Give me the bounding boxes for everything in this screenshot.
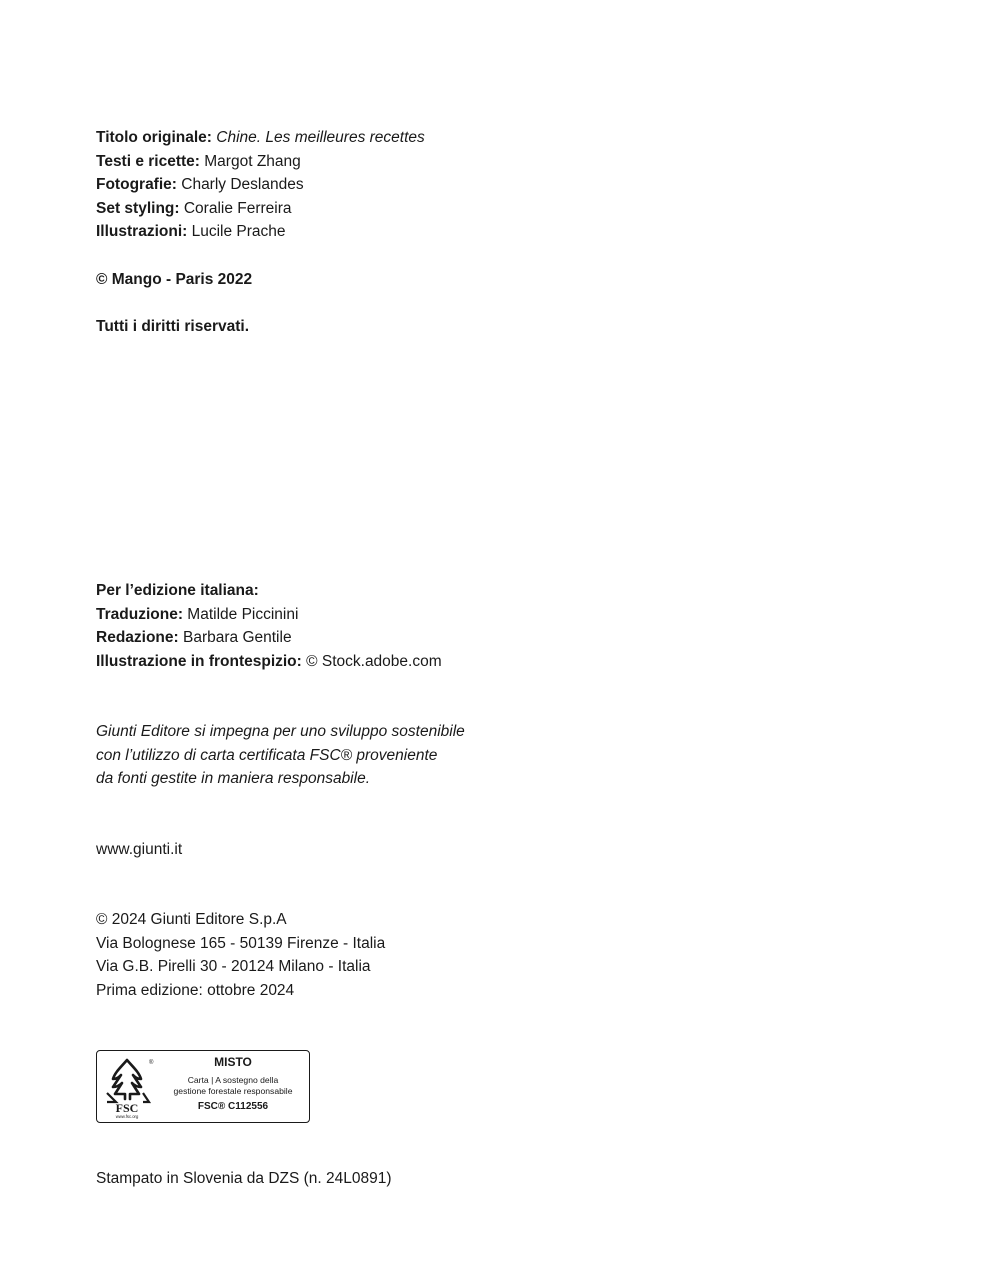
fsc-logo-text: FSC xyxy=(115,1101,139,1115)
credit-value: Barbara Gentile xyxy=(183,629,292,647)
sustainability-line: Giunti Editore si impegna per uno sviluppo sostenibile xyxy=(96,723,465,740)
fsc-description-line: gestione forestale responsabile xyxy=(173,1085,293,1096)
credit-label: Redazione: xyxy=(96,629,179,647)
italian-edition-heading: Per l’edizione italiana: xyxy=(96,582,259,599)
rights-reserved: Tutti i diritti riservati. xyxy=(96,318,250,335)
credit-texts xyxy=(96,150,425,174)
credit-label: Titolo originale: xyxy=(96,129,212,146)
website-link[interactable]: www.giunti.it xyxy=(96,841,183,858)
fsc-heading: MISTO xyxy=(214,1055,252,1069)
credit-value: Coralie Ferreira xyxy=(183,199,292,217)
credit-editing xyxy=(96,626,442,650)
fsc-registered-mark: ® xyxy=(149,1060,154,1066)
sustainability-line: da fonti gestite in maniera responsabile. xyxy=(96,770,370,788)
credit-set-styling xyxy=(96,197,425,221)
publisher-address-firenze: Via Bolognese 165 - 50139 Firenze - Italia xyxy=(96,934,386,952)
fsc-text-block xyxy=(159,1055,307,1113)
publisher-copyright: © 2024 Giunti Editore S.p.A xyxy=(96,911,287,928)
credit-frontispiece xyxy=(96,650,442,674)
credit-value: Chine. Les meilleures recettes xyxy=(216,129,425,146)
sustainability-line: con l’utilizzo di carta certificata FSC® proveniente xyxy=(96,746,438,764)
credit-value: Margot Zhang xyxy=(204,152,301,170)
credit-translation xyxy=(96,603,442,627)
credit-photography xyxy=(96,173,425,197)
publisher-address-milano: Via G.B. Pirelli 30 - 20124 Milano - Italia xyxy=(96,958,371,976)
fsc-url: www.fsc.org xyxy=(115,1114,139,1119)
first-edition-date: Prima edizione: ottobre 2024 xyxy=(96,981,295,999)
italian-edition-block xyxy=(96,579,442,673)
credit-label: Testi e ricette: xyxy=(96,152,200,170)
publisher-block xyxy=(96,908,385,1002)
original-copyright: © Mango - Paris 2022 xyxy=(96,271,253,288)
credit-value: Charly Deslandes xyxy=(181,176,304,194)
credit-label: Illustrazioni: xyxy=(96,223,188,241)
sustainability-note xyxy=(96,720,465,791)
credits-block xyxy=(96,126,425,244)
credit-value: Matilde Piccinini xyxy=(187,605,299,623)
fsc-license-code: FSC® C112556 xyxy=(197,1101,269,1112)
credit-value: Lucile Prache xyxy=(191,223,286,241)
printer-imprint: Stampato in Slovenia da DZS (n. 24L0891) xyxy=(96,1170,392,1187)
credit-label: Traduzione: xyxy=(96,605,183,623)
credit-value: © Stock.adobe.com xyxy=(306,652,442,670)
credit-label: Fotografie: xyxy=(96,176,177,194)
fsc-description-line: Carta | A sostegno della xyxy=(187,1075,279,1085)
credit-illustrations xyxy=(96,220,425,244)
fsc-tree-logo-icon xyxy=(103,1055,155,1119)
credit-original-title xyxy=(96,126,425,150)
credit-label: Set styling: xyxy=(96,199,180,217)
fsc-certification-label xyxy=(96,1050,310,1123)
credit-label: Illustrazione in frontespizio: xyxy=(96,652,302,670)
